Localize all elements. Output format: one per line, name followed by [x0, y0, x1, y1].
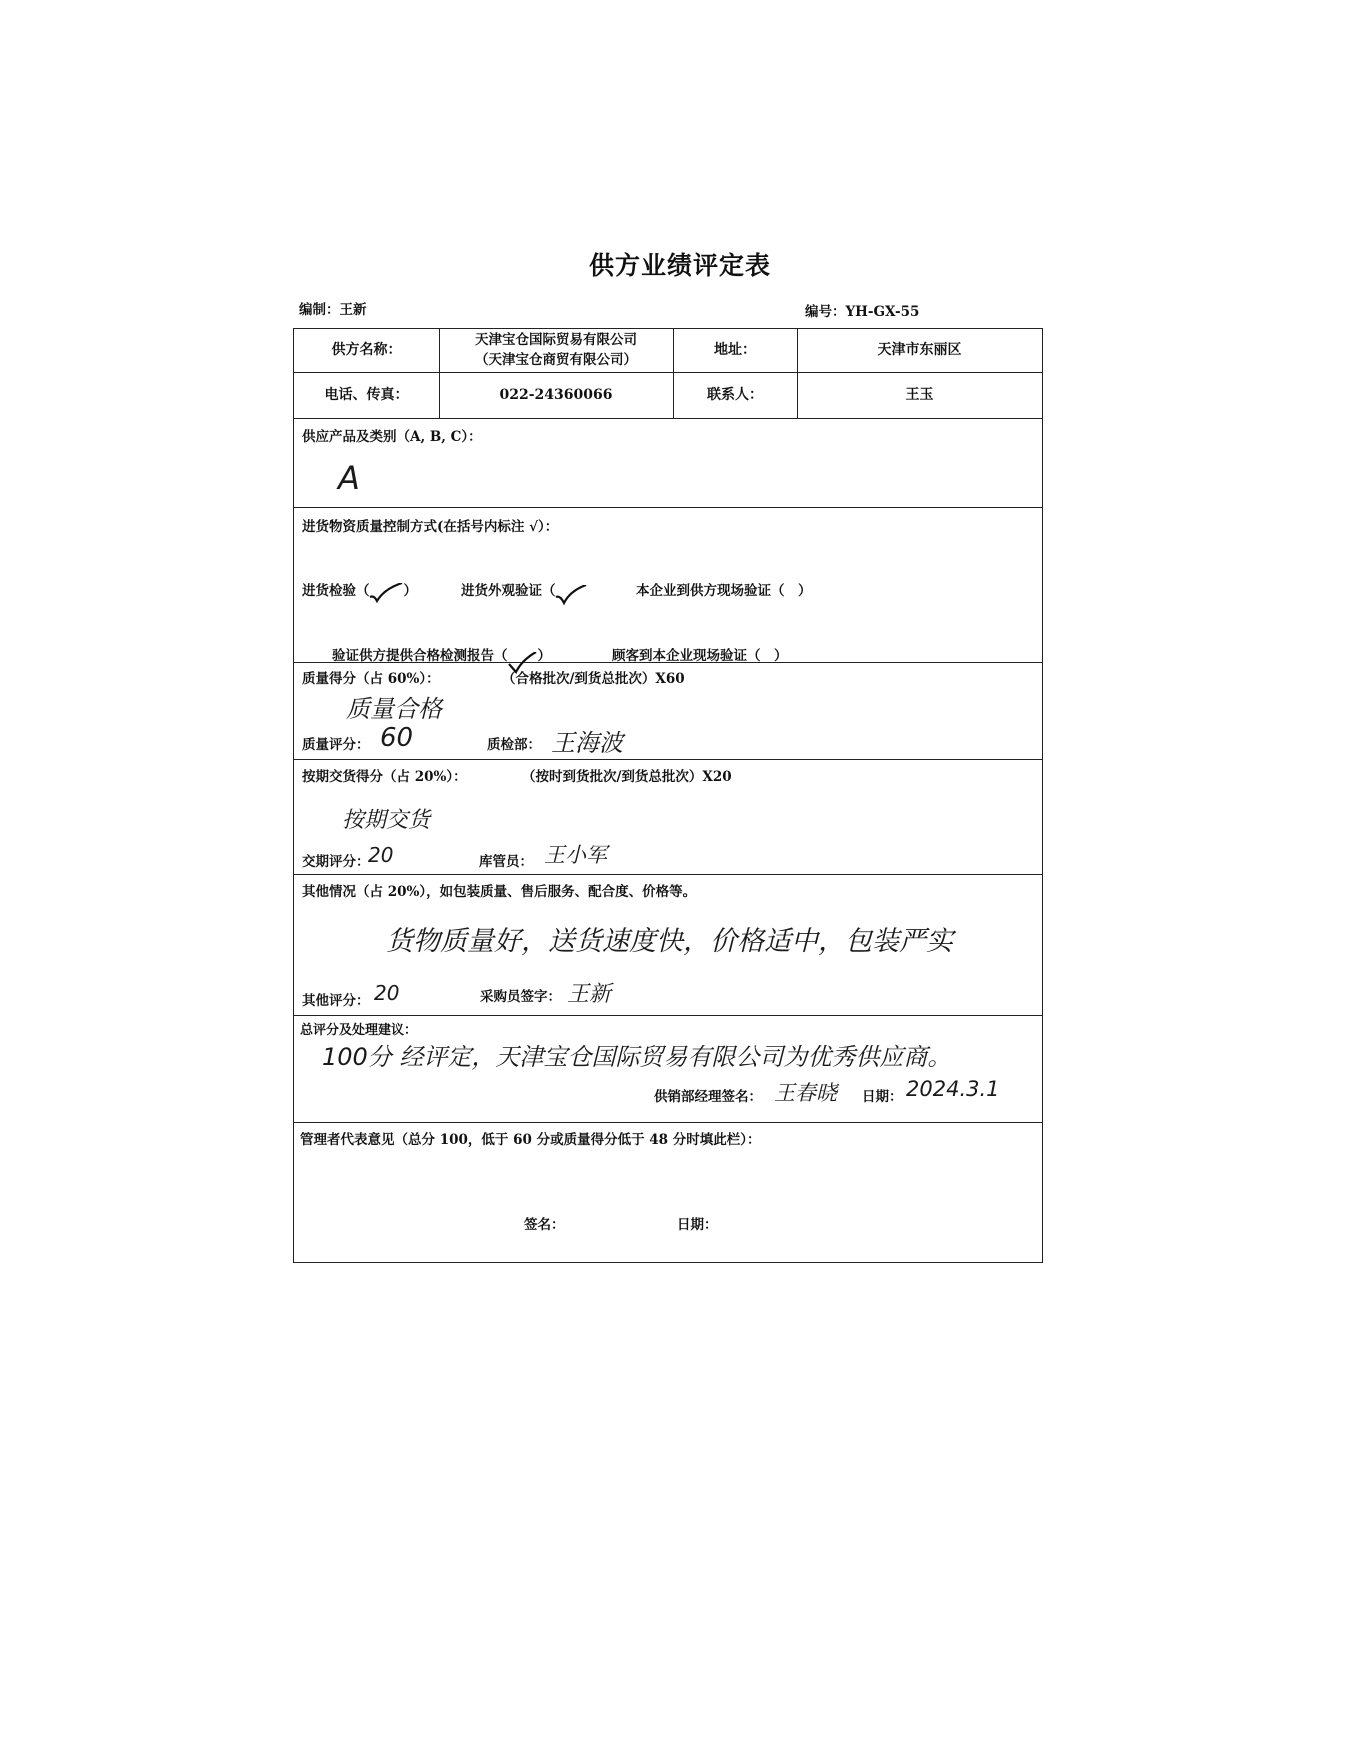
- summary-date-label: 日期：: [862, 1089, 903, 1105]
- mgmt-sign-label: 签名：: [524, 1217, 565, 1233]
- page-title: 供方业绩评定表: [588, 251, 771, 280]
- evaluation-form: [293, 328, 1043, 1263]
- qc-opt4-close: ）: [537, 648, 551, 664]
- warehouse-keeper-label: 库管员：: [479, 854, 533, 870]
- delivery-note: 按期交货: [342, 808, 431, 833]
- delivery-score-label: 按期交货得分（占 20%）：: [302, 769, 467, 785]
- quality-rating-label: 质量评分：: [302, 737, 370, 753]
- other-rating-label: 其他评分：: [302, 993, 370, 1009]
- address-value: 天津市东丽区: [877, 342, 962, 359]
- mgmt-date-label: 日期：: [677, 1217, 718, 1233]
- phone-label: 电话、传真：: [324, 386, 409, 403]
- qc-opt1-label: 进货检验（: [302, 583, 370, 599]
- qc-dept-signature: 王海波: [551, 729, 623, 757]
- other-note: 货物质量好，送货速度快，价格适中，包装严实: [386, 926, 953, 957]
- document-number: 编号：YH-GX-55: [805, 304, 920, 320]
- qc-method-label: 进货物资质量控制方式(在括号内标注 √）：: [302, 519, 559, 535]
- supplier-name-line1: 天津宝仓国际贸易有限公司: [475, 331, 637, 348]
- buyer-label: 采购员签字：: [480, 989, 561, 1005]
- summary-label: 总评分及处理建议：: [300, 1023, 418, 1038]
- delivery-formula: （按时到货批次/到货总批次）X20: [522, 769, 732, 785]
- qc-customer-onsite: 顾客到本企业现场验证（ ）: [612, 648, 788, 664]
- qc-incoming-inspection: [302, 579, 417, 599]
- quality-rating: 60: [380, 723, 414, 753]
- quality-formula: （合格批次/到货总批次）X60: [502, 671, 685, 687]
- quality-note: 质量合格: [346, 695, 442, 723]
- contact-label: 联系人：: [707, 386, 763, 403]
- supplier-name-line2: （天津宝仓商贸有限公司）: [475, 351, 637, 368]
- qc-opt2-label: 进货外观验证（: [461, 583, 556, 599]
- mgmt-opinion-label: 管理者代表意见（总分 100，低于 60 分或质量得分低于 48 分时填此栏）：: [300, 1132, 761, 1148]
- compiler: 编制：王新: [299, 302, 367, 318]
- qc-test-report: [332, 644, 551, 664]
- quality-score-label: 质量得分（占 60%）：: [302, 671, 440, 687]
- check-mark-icon: [368, 583, 404, 611]
- summary-date: 2024.3.1: [906, 1077, 1000, 1101]
- summary-note: 100分 经评定，天津宝仓国际贸易有限公司为优秀供应商。: [322, 1043, 952, 1071]
- delivery-rating-label: 交期评分：: [302, 854, 370, 870]
- qc-dept-label: 质检部：: [487, 737, 541, 753]
- qc-opt1-close: ）: [403, 583, 417, 599]
- check-mark-icon: [554, 585, 588, 611]
- supplier-name: [439, 329, 673, 372]
- sales-manager-signature: 王春晓: [774, 1081, 837, 1105]
- qc-appearance-check: [461, 579, 586, 599]
- delivery-rating: 20: [368, 843, 394, 867]
- products-label: 供应产品及类别（A, B, C）：: [302, 429, 482, 445]
- sales-manager-label: 供销部经理签名：: [654, 1089, 762, 1105]
- other-label: 其他情况（占 20%），如包装质量、售后服务、配合度、价格等。: [302, 884, 697, 900]
- qc-opt4-label: 验证供方提供合格检测报告（: [332, 648, 508, 664]
- phone-value: 022-24360066: [499, 386, 613, 403]
- other-rating: 20: [374, 981, 400, 1005]
- warehouse-keeper-signature: 王小军: [544, 843, 607, 867]
- address-label: 地址：: [714, 342, 756, 359]
- supplier-name-label: 供方名称：: [331, 342, 402, 359]
- buyer-signature: 王新: [567, 982, 612, 1007]
- qc-onsite-supplier: 本企业到供方现场验证（ ）: [636, 583, 812, 599]
- contact-value: 王玉: [905, 386, 934, 403]
- products-category: A: [338, 459, 360, 497]
